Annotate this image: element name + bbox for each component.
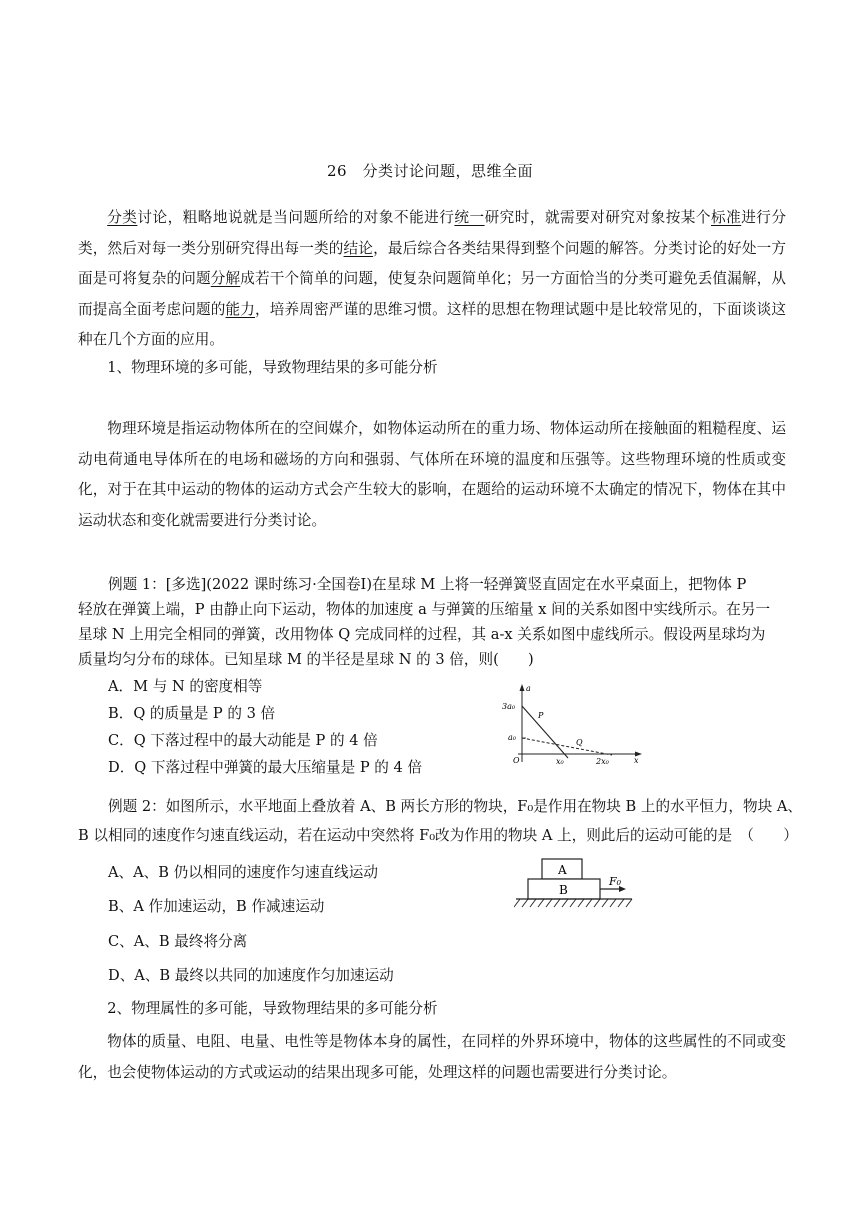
intro-term: 分类 [107,209,138,226]
example2-line: 例题 2：如图所示，水平地面上叠放着 A、B 两长方形的物块，F₀是作用在物块 B 上的水平恒力，物块 A、 [108,798,802,815]
page-title: 26 分类讨论问题，思维全面 [326,162,534,180]
example2-line: B 以相同的速度作匀速直线运动，若在运动中突然将 F₀改为作用的物块 A 上，则此后的运动可能的是 （ ） [78,827,798,844]
section2-heading: 2、物理属性的多可能，导致物理结果的多可能分析 [107,1000,438,1017]
y-tick-3a0: 3a₀ [502,702,516,711]
section2-body: 物体的质量、电阻、电量、电性等是物体本身的属性，在同样的外界环境中，物体的这些属性的不同或变化，也会使物体运动的方式或运动的结果出现多可能，处理这样的问题也需要进行分类讨论。 [78,1033,786,1081]
section1-heading: 1、物理环境的多可能，导致物理结果的多可能分析 [107,359,438,376]
example1-option-c: C．Q 下落过程中的最大动能是 P 的 4 倍 [108,732,378,749]
ground-hatching [514,899,632,907]
example1-option-a: A．M 与 N 的密度相等 [108,678,263,695]
block-b-label: B [559,883,568,897]
force-label: F₀ [609,875,622,888]
intro-text: 成若干个简单的问题，使复杂问题简单化；另一方面恰当的分类可避免丢值漏解，从而提高全面考虑问题的 [78,270,786,318]
x-tick-2x0: 2x₀ [596,757,609,766]
intro-text: ，最后综合各类结果得到整个问题的解答。分类讨论的好处一方面是可将复杂的问题 [78,239,786,287]
intro-text: 进行分类，然后对每一类分别研究得出每一类的 [78,209,786,257]
example1-line: 例题 1：[多选](2022 课时练习·全国卷Ⅰ)在星球 M 上将一轻弹簧竖直固定在水平桌面上，把物体 P [108,576,747,593]
y-tick-a0: a₀ [508,733,516,742]
x-tick-x0: x₀ [556,757,564,766]
example1-line: 轻放在弹簧上端，P 由静止向下运动，物体的加速度 a 与弹簧的压缩量 x 间的关系如图中实线所示。在另一 [78,601,771,618]
example2-option-a: A、A、B 仍以相同的速度作匀速直线运动 [108,864,378,881]
label-q: Q [576,738,583,747]
intro-term: 标准 [711,209,742,226]
intro-term: 结论 [343,239,374,257]
example1-line: 星球 N 上用完全相同的弹簧，改用物体 Q 完成同样的过程，其 a-x 关系如图中虚线所示。假设两星球均为 [78,626,766,643]
example2-option-d: D、A、B 最终以共同的加速度作匀加速运动 [108,967,394,984]
example2-option-b: B、A 作加速运动，B 作减速运动 [108,898,325,915]
intro-term: 能力 [225,300,256,318]
dashed-line-q [522,738,612,755]
section1-body: 物理环境是指运动物体所在的空间媒介，如物体运动所在的重力场、物体运动所在接触面的粗糙程度、运动电荷通电导体所在的电场和磁场的方向和强弱、气体所在环境的温度和压强等。这些物理环境的性质或变化，对于在其中运动的物体的运动方式会产生较大的影响，在题给的运动环境不太确定的情况下，物体在其中运动状态和变化就需要进行分类讨论。 [78,420,786,529]
intro-term: 统一 [454,209,485,226]
block-a-label: A [558,863,567,877]
example1-option-d: D．Q 下落过程中弹簧的最大压缩量是 P 的 4 倍 [108,759,423,776]
x-axis-label: x [634,756,639,765]
example2-option-c: C、A、B 最终将分离 [108,933,248,950]
y-axis-label: a [526,684,531,693]
intro-term: 分解 [210,270,241,287]
example1-option-b: B．Q 的质量是 P 的 3 倍 [108,705,276,722]
example1-line: 质量均匀分布的球体。已知星球 M 的半径是星球 N 的 3 倍，则( ) [78,651,534,668]
intro-text: 讨论，粗略地说就是当问题所给的对象不能进行 [137,209,455,226]
acceleration-graph [500,682,650,770]
intro-text: ，培养周密严谨的思维习惯。这样的思想在物理试题中是比较常见的，下面谈谈这种在几个方面的应用。 [78,300,786,348]
y-axis-arrow [520,684,525,691]
blocks-figure [514,856,634,912]
label-p: P [538,711,544,720]
solid-line-p [522,706,568,758]
origin-label: O [513,756,520,765]
intro-text: 研究时，就需要对研究对象按某个 [484,209,711,226]
intro-paragraph [78,203,786,356]
